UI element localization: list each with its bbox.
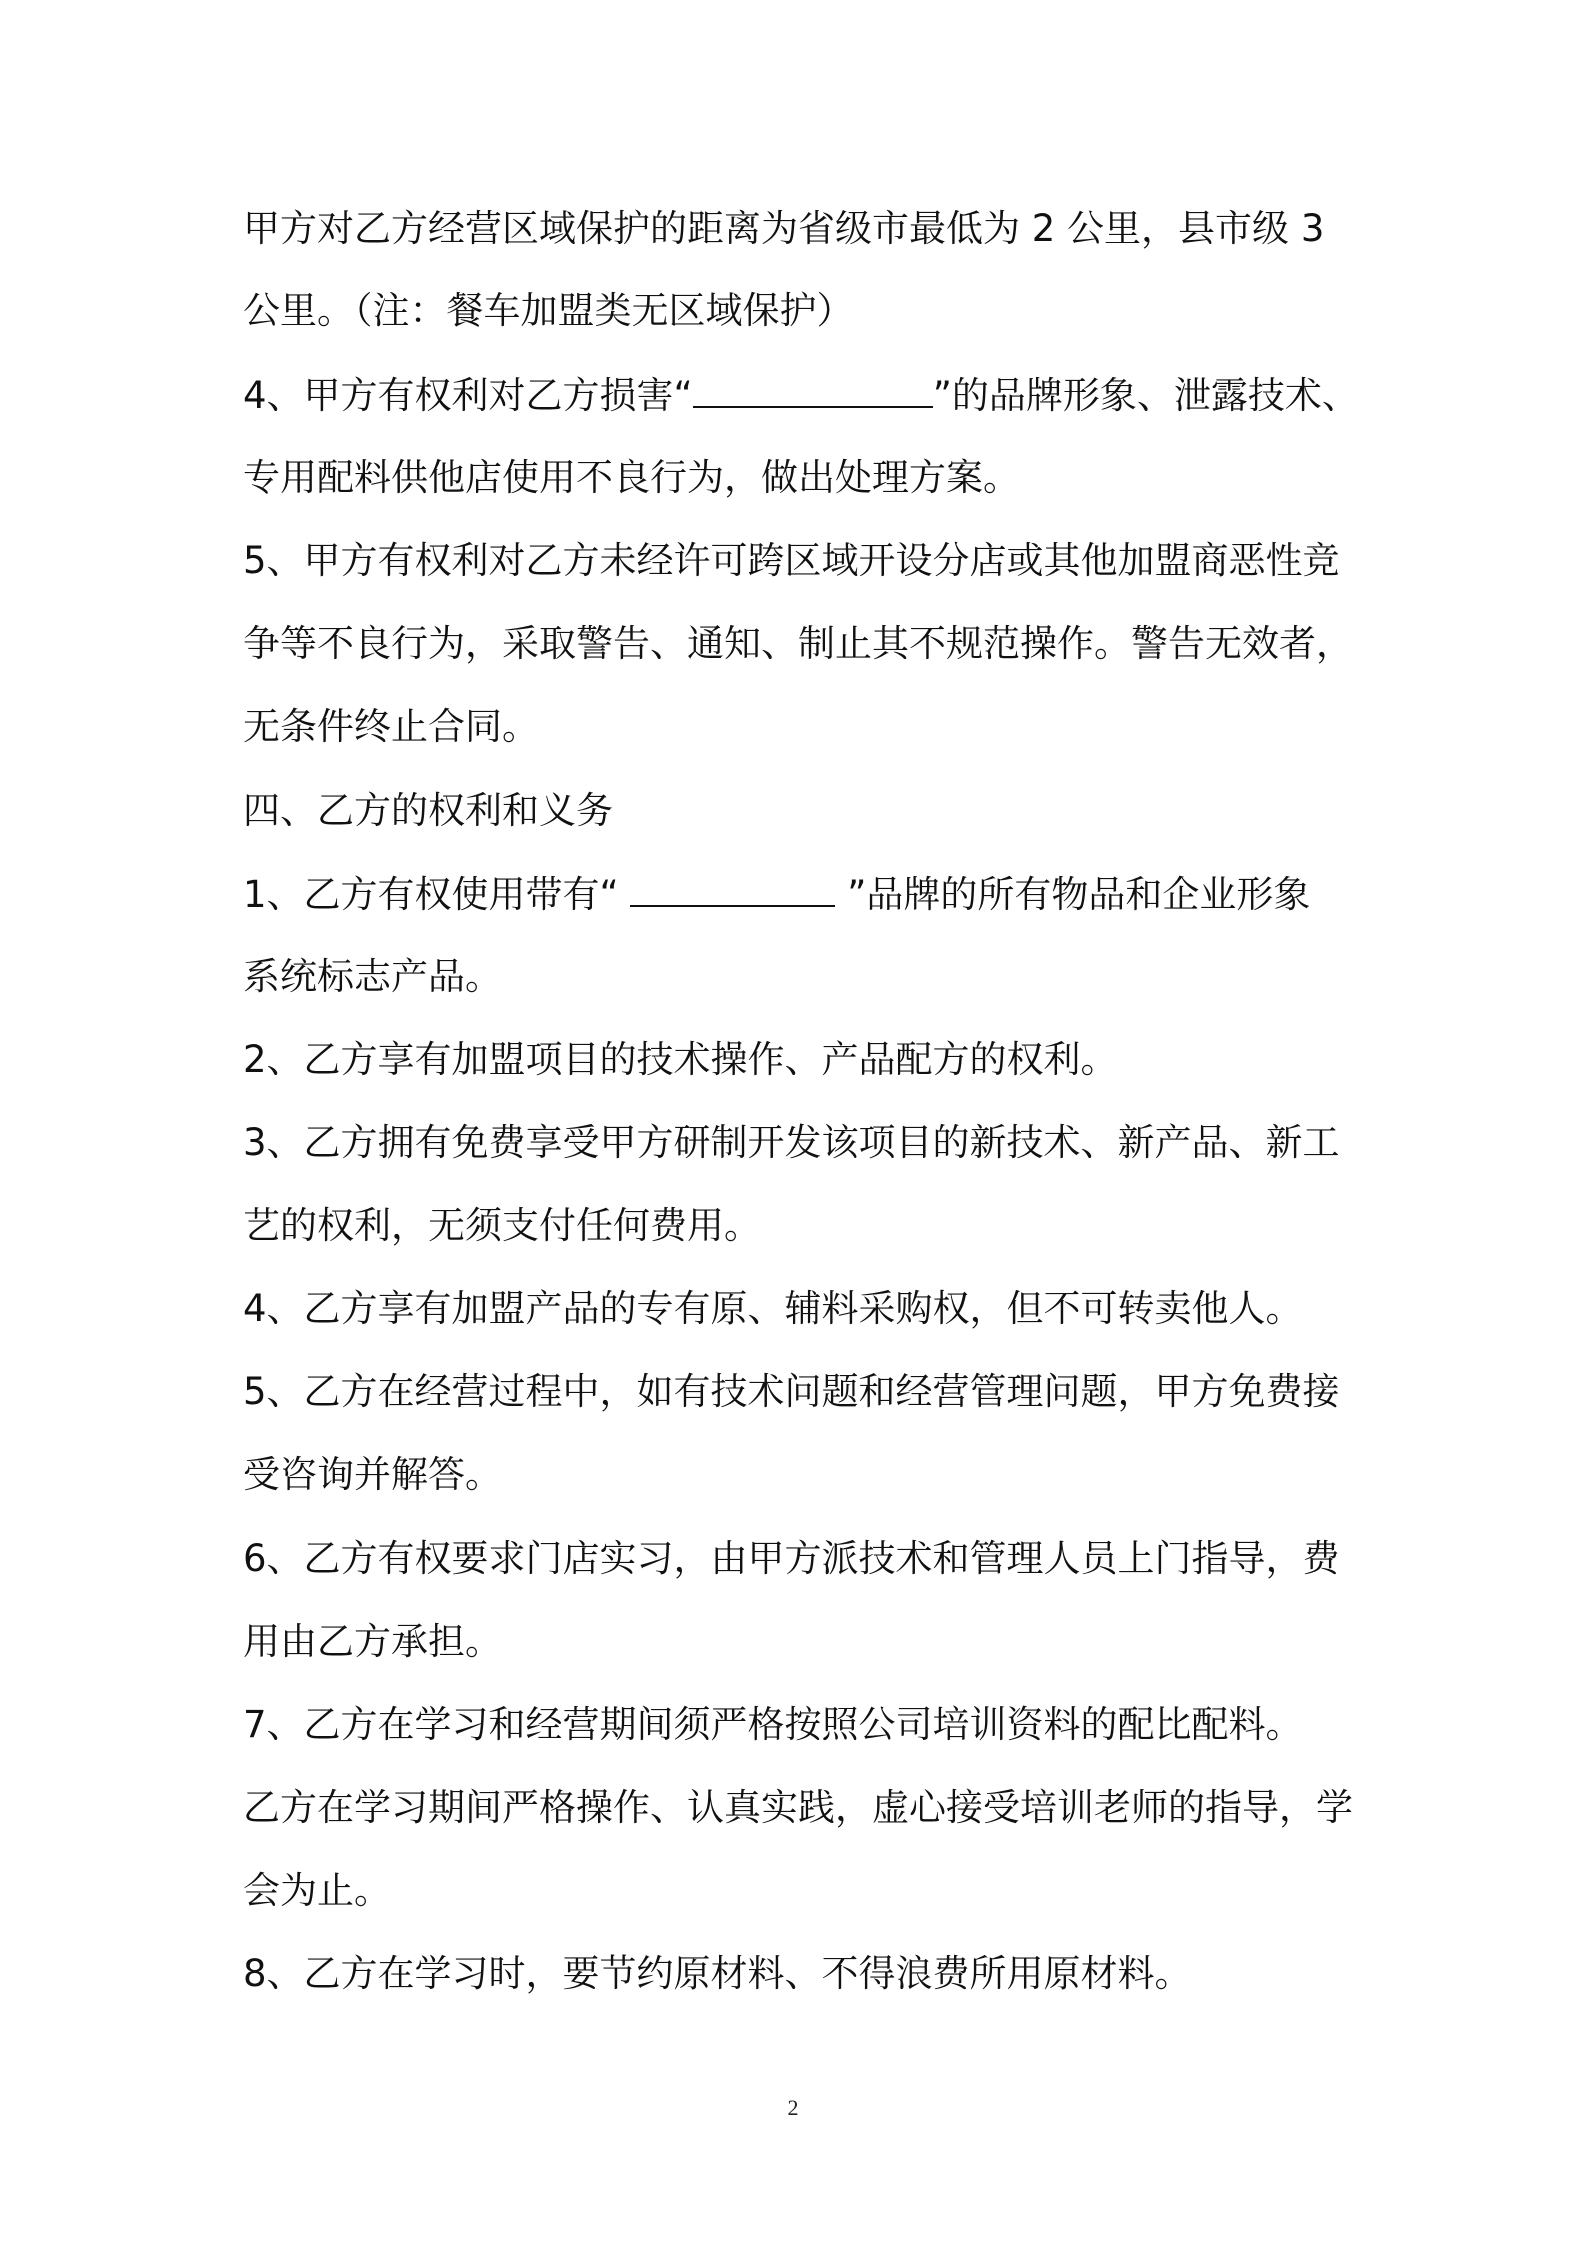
text-segment: 1、乙方有权使用带有“ bbox=[243, 873, 631, 916]
fill-in-blank bbox=[630, 869, 835, 907]
text-line: 7、乙方在学习和经营期间须严格按照公司培训资料的配比配料。 bbox=[243, 1703, 1303, 1746]
text-line: 5、甲方有权利对乙方未经许可跨区域开设分店或其他加盟商恶性竞 bbox=[243, 539, 1340, 582]
text-line: 8、乙方在学习时，要节约原材料、不得浪费所用原材料。 bbox=[243, 1952, 1192, 1995]
text-segment: ”的品牌形象、泄露技术、 bbox=[932, 374, 1359, 417]
text-line: 会为止。 bbox=[243, 1869, 391, 1912]
text-line: 受咨询并解答。 bbox=[243, 1453, 502, 1496]
text-line: 甲方对乙方经营区域保护的距离为省级市最低为 2 公里，县市级 3 bbox=[243, 207, 1325, 250]
text-line: 艺的权利，无须支付任何费用。 bbox=[243, 1204, 761, 1247]
text-line: 5、乙方在经营过程中，如有技术问题和经营管理问题，甲方免费接 bbox=[243, 1370, 1340, 1413]
text-line: 专用配料供他店使用不良行为，做出处理方案。 bbox=[243, 456, 1020, 499]
text-line bbox=[243, 869, 1310, 920]
text-line: 公里。（注：餐车加盟类无区域保护） bbox=[243, 289, 854, 332]
text-segment: ”品牌的所有物品和企业形象 bbox=[835, 873, 1311, 916]
text-line: 系统标志产品。 bbox=[243, 955, 502, 998]
text-line: 4、乙方享有加盟产品的专有原、辅料采购权，但不可转卖他人。 bbox=[243, 1287, 1303, 1330]
text-line bbox=[243, 370, 1359, 421]
fill-in-blank bbox=[693, 370, 933, 408]
text-line: 用由乙方承担。 bbox=[243, 1620, 502, 1663]
text-line: 无条件终止合同。 bbox=[243, 705, 539, 748]
page-number: 2 bbox=[787, 2095, 799, 2120]
text-line: 争等不良行为，采取警告、通知、制止其不规范操作。警告无效者， bbox=[243, 622, 1353, 665]
text-line: 3、乙方拥有免费享受甲方研制开发该项目的新技术、新产品、新工 bbox=[243, 1121, 1340, 1164]
text-line: 6、乙方有权要求门店实习，由甲方派技术和管理人员上门指导，费 bbox=[243, 1537, 1340, 1580]
text-segment: 4、甲方有权利对乙方损害“ bbox=[243, 374, 693, 417]
section-heading: 四、乙方的权利和义务 bbox=[243, 789, 613, 832]
text-line: 乙方在学习期间严格操作、认真实践，虚心接受培训老师的指导，学 bbox=[243, 1786, 1353, 1829]
text-line: 2、乙方享有加盟项目的技术操作、产品配方的权利。 bbox=[243, 1038, 1118, 1081]
